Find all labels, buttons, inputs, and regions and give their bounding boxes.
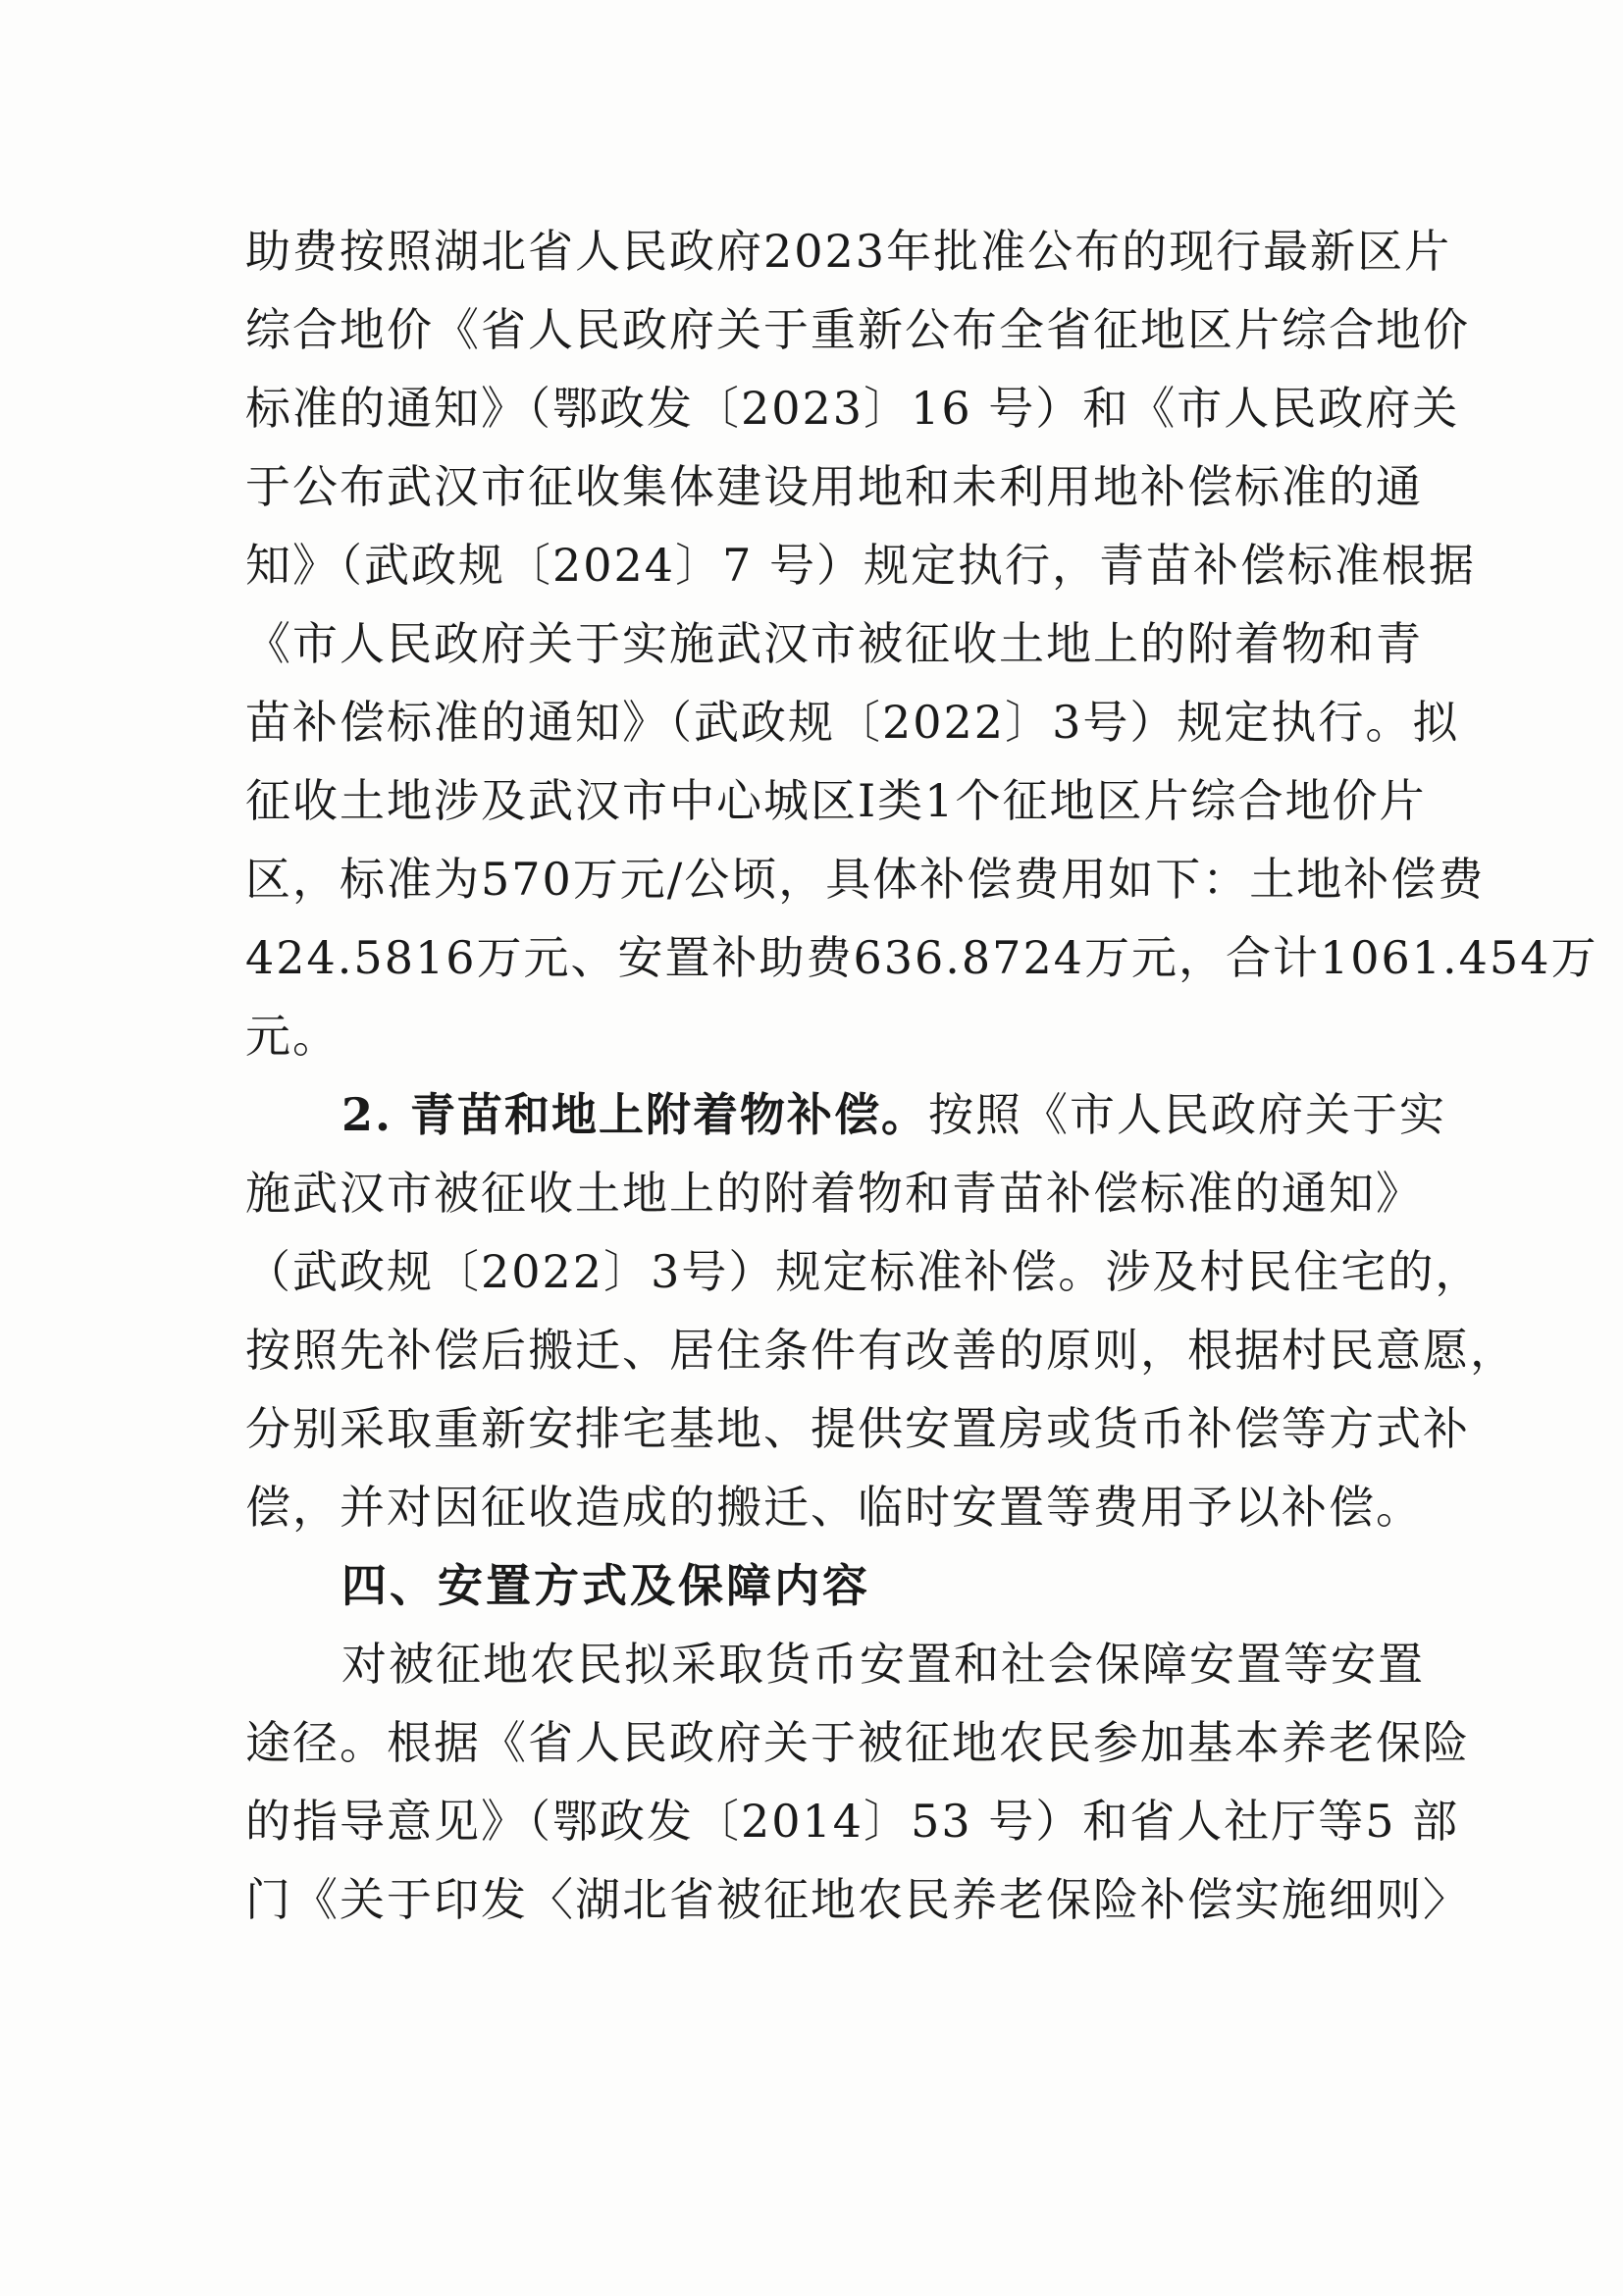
body-line: 途径。根据《省人民政府关于被征地农民参加基本养老保险 [245, 1716, 1470, 1769]
body-line: 《市人民政府关于实施武汉市被征收土地上的附着物和青 [245, 617, 1423, 670]
body-line: 门《关于印发〈湖北省被征地农民养老保险补偿实施细则〉 [245, 1873, 1470, 1926]
body-line: 于公布武汉市征收集体建设用地和未利用地补偿标准的通 [245, 460, 1423, 513]
body-line: 综合地价《省人民政府关于重新公布全省征地区片综合地价 [245, 303, 1470, 356]
body-line: 知》（武政规〔2024〕7 号）规定执行，青苗补偿标准根据 [245, 539, 1476, 592]
body-line: 元。 [245, 1010, 340, 1063]
body-line: 的指导意见》（鄂政发〔2014〕53 号）和省人社厅等5 部 [245, 1795, 1460, 1848]
body-line: 苗补偿标准的通知》（武政规〔2022〕3号）规定执行。拟 [245, 696, 1460, 749]
body-line: 424.5816万元、安置补助费636.8724万元，合计1061.454万 [245, 931, 1598, 984]
item2-lead: 2. 青苗和地上附着物补偿。 [341, 1088, 929, 1141]
body-line: （武政规〔2022〕3号）规定标准补偿。涉及村民住宅的， [245, 1245, 1483, 1298]
section-heading: 四、安置方式及保障内容 [341, 1559, 870, 1612]
body-line: 施武汉市被征收土地上的附着物和青苗补偿标准的通知》 [245, 1167, 1423, 1220]
body-line: 分别采取重新安排宅基地、提供安置房或货币补偿等方式补 [245, 1402, 1470, 1455]
item2-text: 按照《市人民政府关于实 [928, 1088, 1447, 1141]
body-line: 助费按照湖北省人民政府2023年批准公布的现行最新区片 [245, 225, 1452, 278]
item2-first-line [341, 1085, 1480, 1144]
body-line: 区，标准为570万元/公顷，具体补偿费用如下：土地补偿费 [245, 853, 1486, 906]
body-line: 偿，并对因征收造成的搬迁、临时安置等费用予以补偿。 [245, 1481, 1423, 1534]
body-line: 对被征地农民拟采取货币安置和社会保障安置等安置 [341, 1638, 1425, 1691]
body-line: 征收土地涉及武汉市中心城区I类1个征地区片综合地价片 [245, 774, 1427, 827]
body-line: 按照先补偿后搬迁、居住条件有改善的原则，根据村民意愿， [245, 1324, 1517, 1377]
body-line: 标准的通知》（鄂政发〔2023〕16 号）和《市人民政府关 [245, 382, 1460, 435]
